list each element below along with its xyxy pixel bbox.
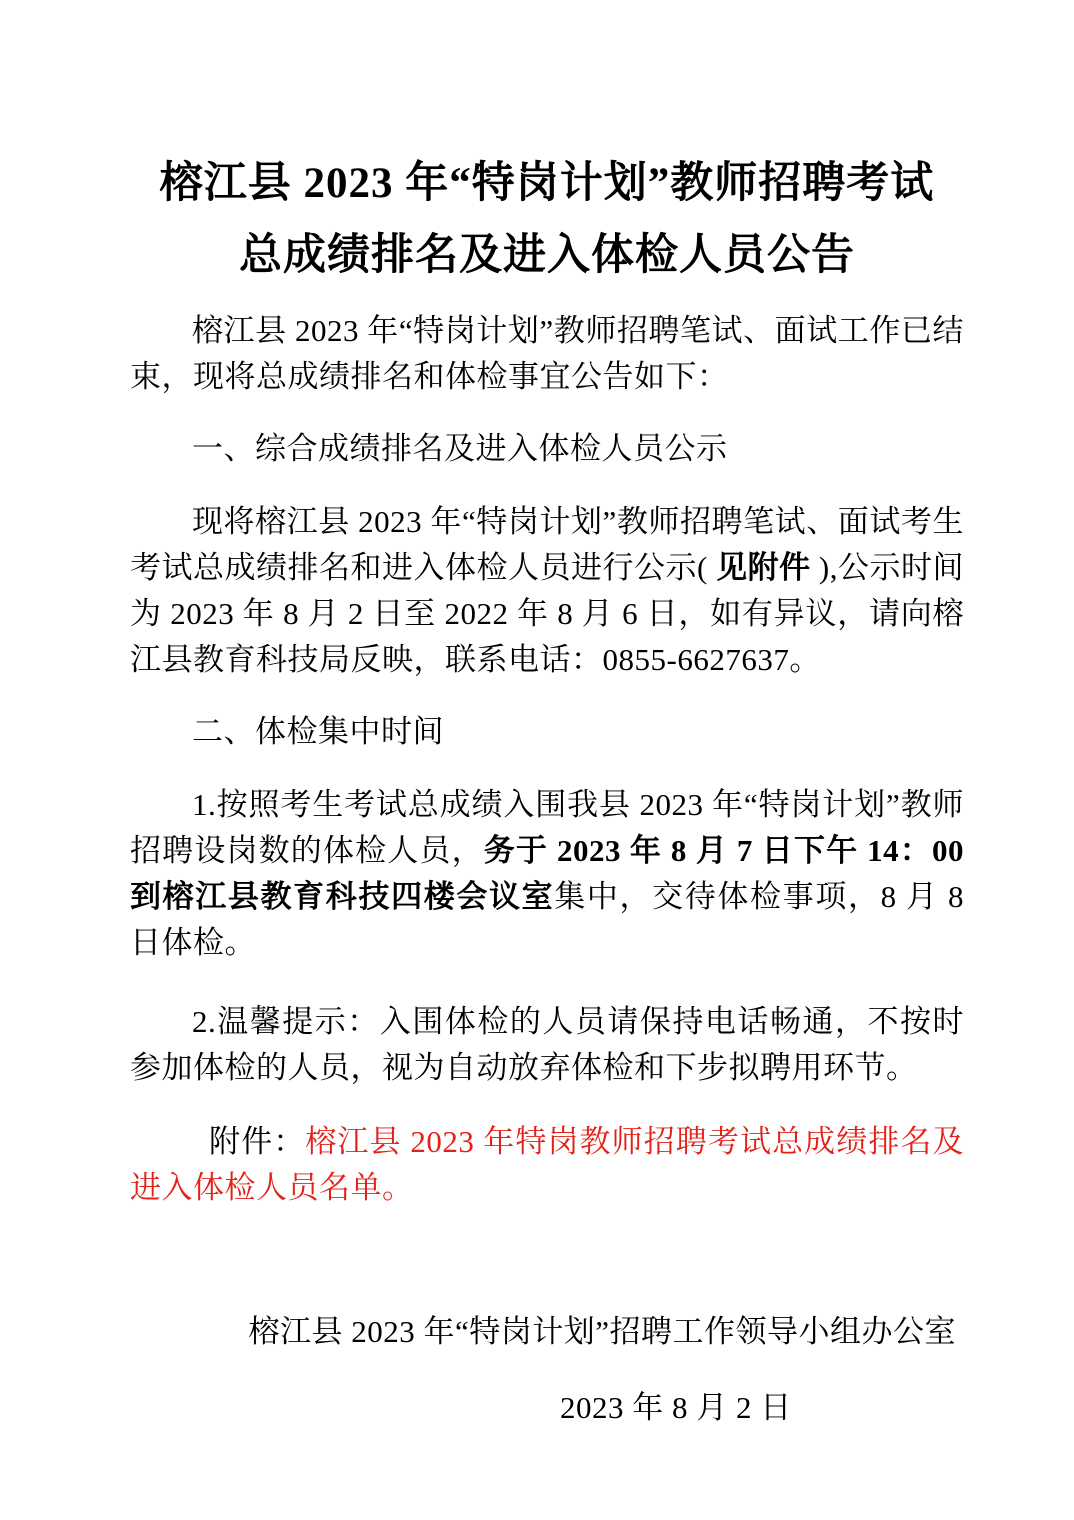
section2-item1-seg1: 1.按照考生考试总成绩入围我县 2023 年“特岗计划”教师招聘设岗数的体检人员， xyxy=(130,787,964,868)
intro-paragraph: 榕江县 2023 年“特岗计划”教师招聘笔试、面试工作已结束，现将总成绩排名和体检事宜公告如下： xyxy=(130,313,964,394)
attachment-title-text: 榕江县 2023 年特岗教师招聘考试总成绩排名及进入体检人员名单。 xyxy=(130,1124,965,1205)
section2-item1-seg3: 集中，交待体检事项，8 月 8 日体检。 xyxy=(130,879,964,960)
document-title xyxy=(130,148,964,292)
date-line: 2023 年 8 月 2 日 xyxy=(560,1390,792,1425)
section1-heading: 一、综合成绩排名及进入体检人员公示 xyxy=(192,431,728,466)
section2-item2-paragraph: 2.温馨提示：入围体检的人员请保持电话畅通，不按时参加体检的人员，视为自动放弃体检和下步拟聘用环节。 xyxy=(130,1004,964,1085)
section2-item1-paragraph xyxy=(130,782,964,966)
section1-body-paragraph xyxy=(130,499,964,683)
attachment-paragraph xyxy=(130,1119,964,1211)
title-line-2: 总成绩排名及进入体检人员公告 xyxy=(239,232,855,279)
checkin-time-location-bold-text: 务于 2023 年 8 月 7 日下午 14：00 到榕江县教育科技四楼会议室 xyxy=(130,833,965,914)
attachment-label: 附件： xyxy=(209,1124,306,1159)
section2-heading: 二、体检集中时间 xyxy=(192,714,444,749)
section1-body-seg1: 现将榕江县 2023 年“特岗计划”教师招聘笔试、面试考生考试总成绩排名和进入体检人员进行公示( xyxy=(130,504,964,585)
see-attachment-bold-text: 见附件 xyxy=(716,550,811,585)
signature-line: 榕江县 2023 年“特岗计划”招聘工作领导小组办公室 xyxy=(248,1314,956,1349)
section1-body-seg3: ),公示时间为 2023 年 8 月 2 日至 2022 年 8 月 6 日，如有异议，请向榕江县教育科技局反映，联系电话：0855-6627637。 xyxy=(130,550,964,677)
title-line-1: 榕江县 2023 年“特岗计划”教师招聘考试 xyxy=(159,160,935,207)
